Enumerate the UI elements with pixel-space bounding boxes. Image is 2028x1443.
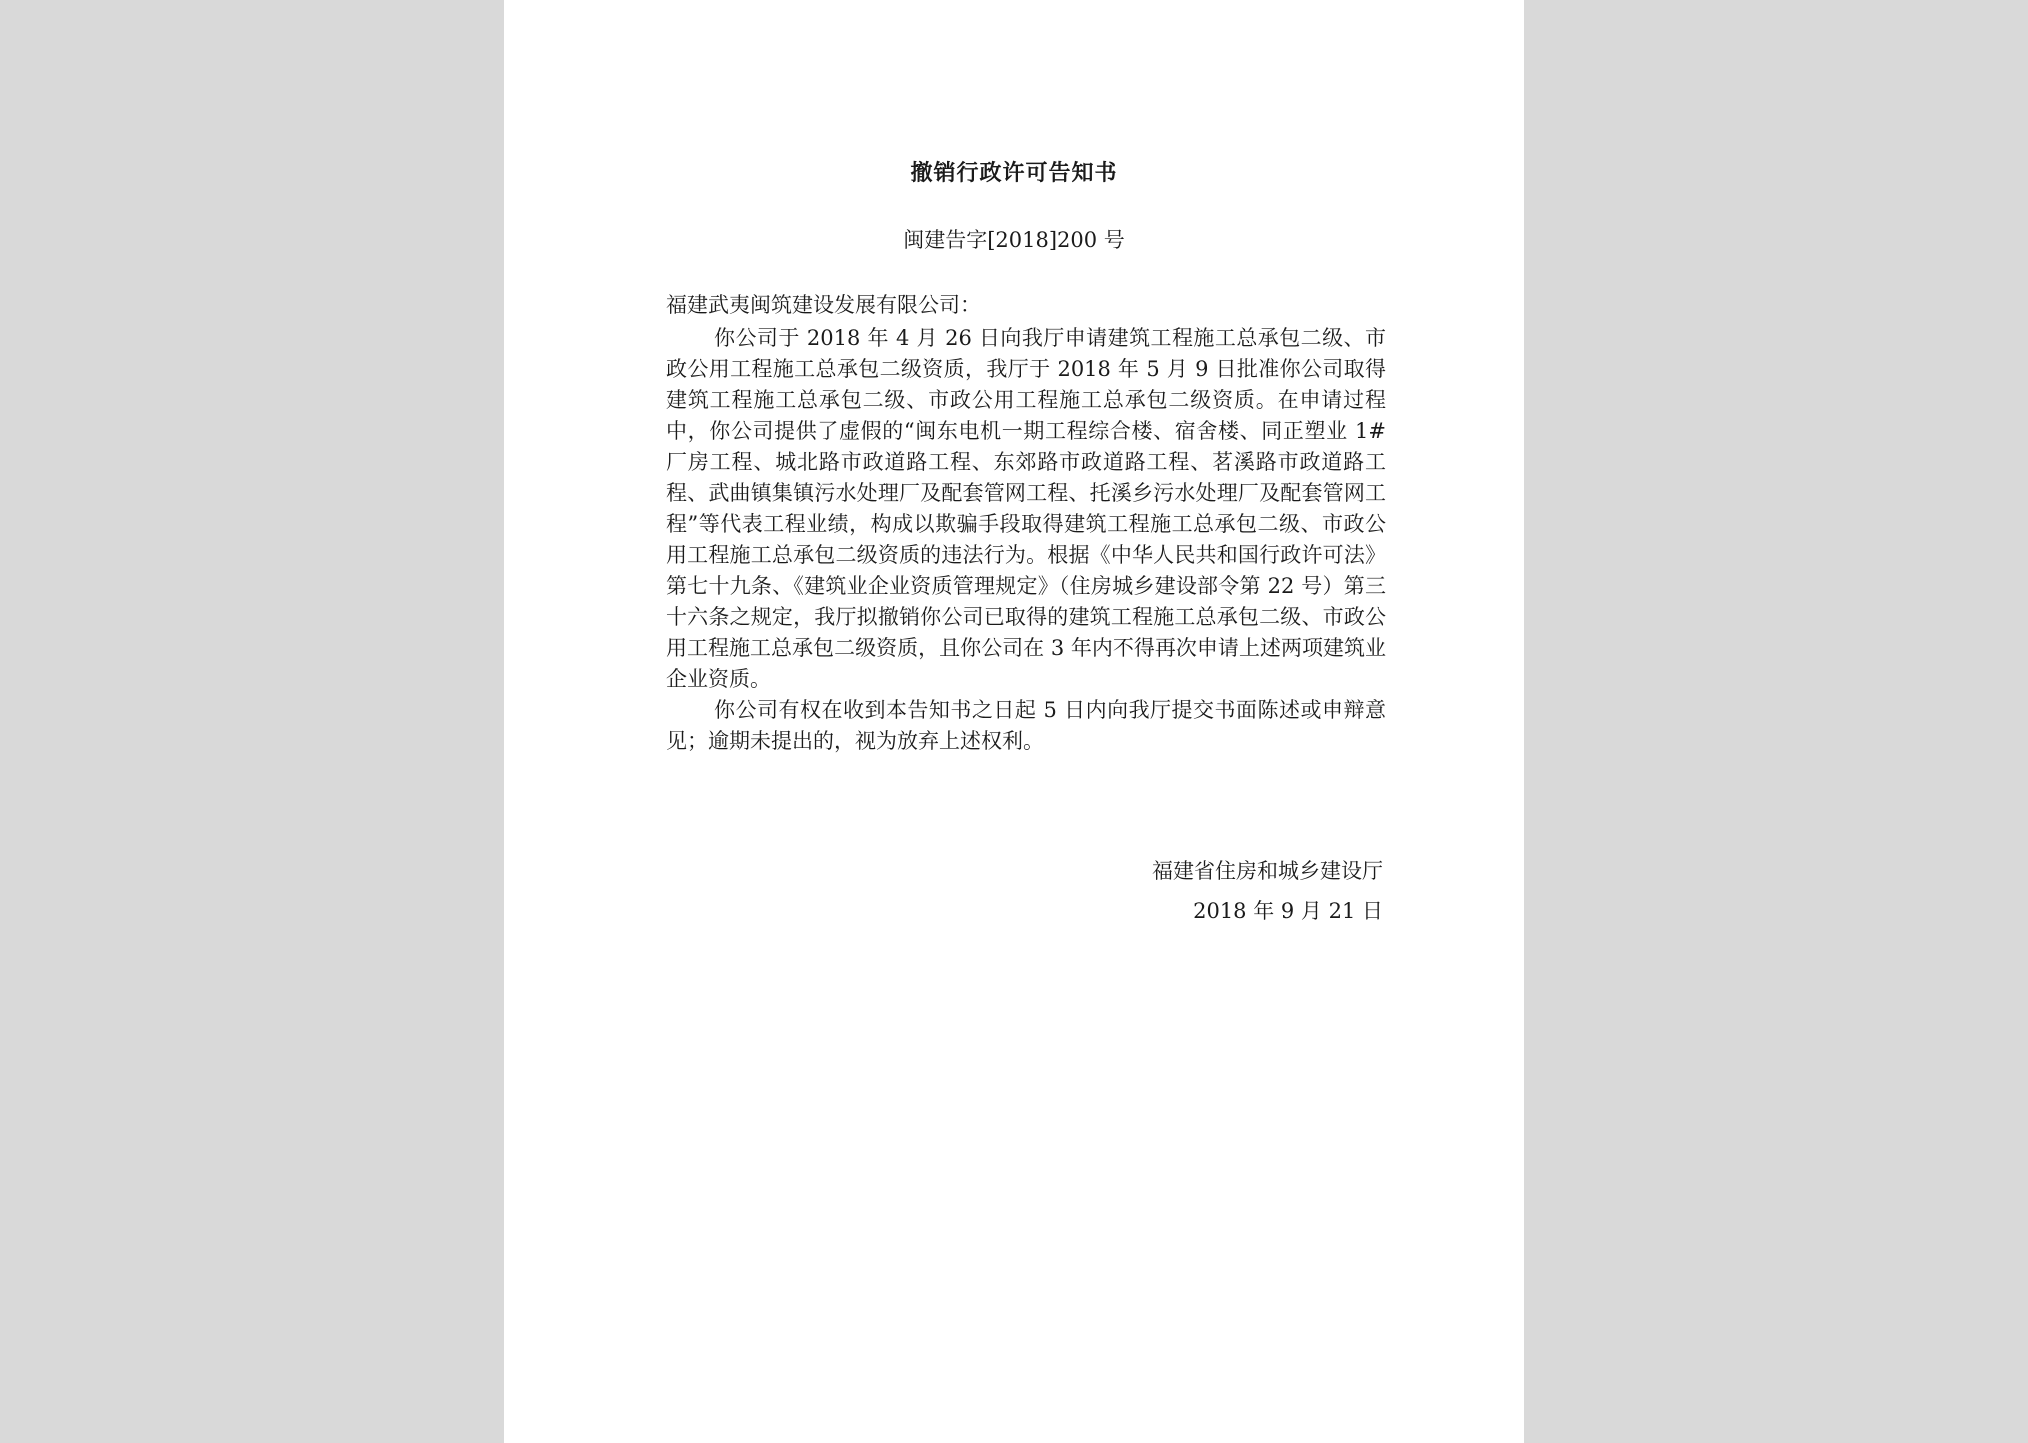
document-number: 闽建告字[2018]200 号 (903, 228, 1125, 252)
signatory: 福建省住房和城乡建设厅 (1152, 859, 1383, 883)
issue-date: 2018 年 9 月 21 日 (1193, 899, 1383, 923)
document-body (666, 290, 1386, 757)
document-page (504, 0, 1524, 1443)
salutation: 福建武夷闽筑建设发展有限公司： (666, 293, 981, 317)
document-title: 撤销行政许可告知书 (910, 161, 1118, 186)
body-paragraph-1: 你公司于 2018 年 4 月 26 日向我厅申请建筑工程施工总承包二级、市政公用工程施工总承包二级资质，我厅于 2018 年 5 月 9 日批准你公司取得建筑工程施工总承包二级、市政公用工程施工总承包二级资质。在申请过程中，你公司提供了虚假的“闽东电机一期工程综合楼、宿舍楼、同正塑业 1#厂房工程、城北路市政道路工程、东郊路市政道路工程、茗溪路市政道路工程、武曲镇集镇污水处理厂及配套管网工程、托溪乡污水处理厂及配套管网工程”等代表工程业绩，构成以欺骗手段取得建筑工程施工总承包二级、市政公用工程施工总承包二级资质的违法行为。根据《中华人民共和国行政许可法》第七十九条、《建筑业企业资质管理规定》（住房城乡建设部令第 22 号）第三十六条之规定，我厅拟撤销你公司已取得的建筑工程施工总承包二级、市政公用工程施工总承包二级资质，且你公司在 3 年内不得再次申请上述两项建筑业企业资质。 (666, 326, 1386, 691)
body-paragraph-2: 你公司有权在收到本告知书之日起 5 日内向我厅提交书面陈述或申辩意见；逾期未提出的，视为放弃上述权利。 (666, 698, 1386, 753)
